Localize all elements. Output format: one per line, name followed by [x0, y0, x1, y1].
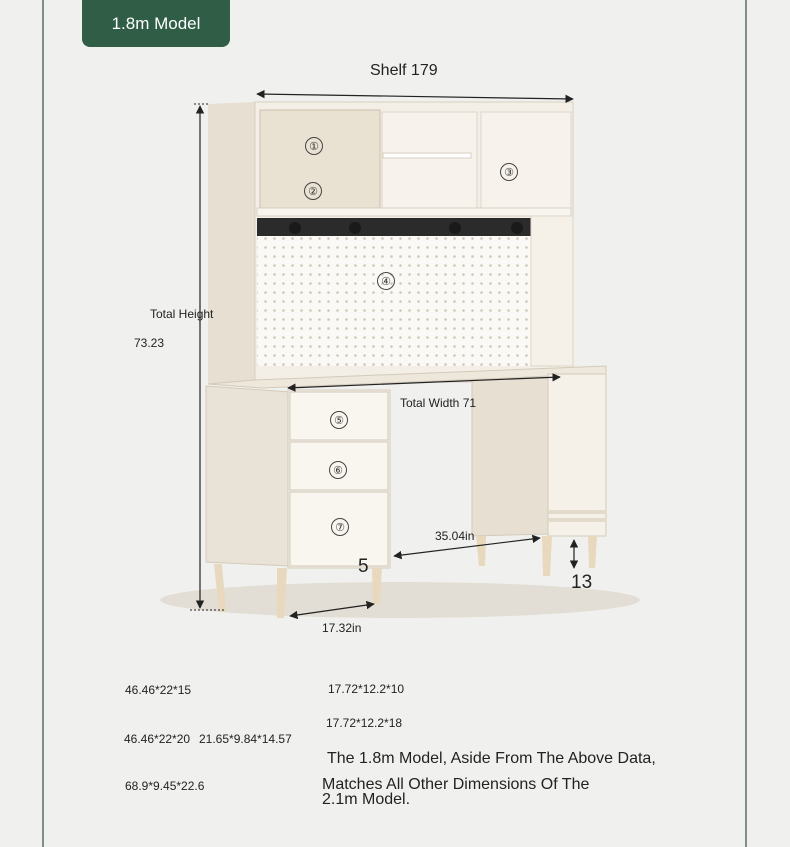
- part-marker-5: ⑤: [330, 411, 348, 429]
- open-shelf: [382, 112, 477, 210]
- hook: [349, 222, 361, 234]
- shelf-width-label: Shelf 179: [370, 62, 438, 79]
- part-marker-6: ⑥: [329, 461, 347, 479]
- hutch-side-panel: [208, 102, 255, 384]
- leg-span-label: 35.04in: [435, 529, 475, 543]
- total-height-label: Total Height: [150, 307, 214, 321]
- spec-2: 17.72*12.2*10: [328, 682, 405, 696]
- leg: [542, 536, 552, 576]
- model-badge-label: 1.8m Model: [111, 13, 201, 33]
- spec-4: 46.46*22*20: [124, 732, 191, 746]
- hook: [449, 222, 461, 234]
- note-line-1: The 1.8m Model, Aside From The Above Data,: [327, 750, 656, 767]
- part-marker-3: ③: [500, 163, 518, 181]
- shelf-width-line: [257, 94, 573, 99]
- total-width-label: Total Width 71: [400, 396, 477, 410]
- hook: [511, 222, 523, 234]
- spec-5: 21.65*9.84*14.57: [199, 732, 292, 746]
- right-cabinet-side: [472, 376, 548, 536]
- depth-label: 17.32in: [322, 621, 362, 635]
- right-cabinet-groove: [548, 518, 606, 522]
- right-cabinet-groove: [548, 510, 606, 514]
- floor-shadow: [160, 582, 640, 618]
- spec-1: 46.46*22*15: [125, 683, 192, 697]
- part-marker-7: ⑦: [331, 518, 349, 536]
- spec-3: 17.72*12.2*18: [326, 716, 403, 730]
- middle-shelf: [257, 208, 571, 216]
- part-marker-4: ④: [377, 272, 395, 290]
- hutch-right-panel: [531, 216, 573, 366]
- left-gap-label: 5: [358, 556, 369, 577]
- part-marker-1: ①: [305, 137, 323, 155]
- note-line-3: 2.1m Model.: [322, 791, 411, 808]
- hook: [289, 222, 301, 234]
- total-height-value: 73.23: [134, 336, 165, 350]
- leg: [476, 536, 486, 566]
- note-line-2: Matches All Other Dimensions Of The: [322, 776, 590, 793]
- part-marker-2: ②: [304, 182, 322, 200]
- side-compartment: [481, 112, 571, 210]
- open-shelf-board: [383, 153, 471, 158]
- leg: [588, 536, 597, 568]
- pegboard-holes: [257, 236, 531, 366]
- spec-6: 68.9*9.45*22.6: [125, 779, 205, 793]
- left-pedestal-side: [206, 386, 290, 566]
- right-gap-label: 13: [571, 572, 593, 593]
